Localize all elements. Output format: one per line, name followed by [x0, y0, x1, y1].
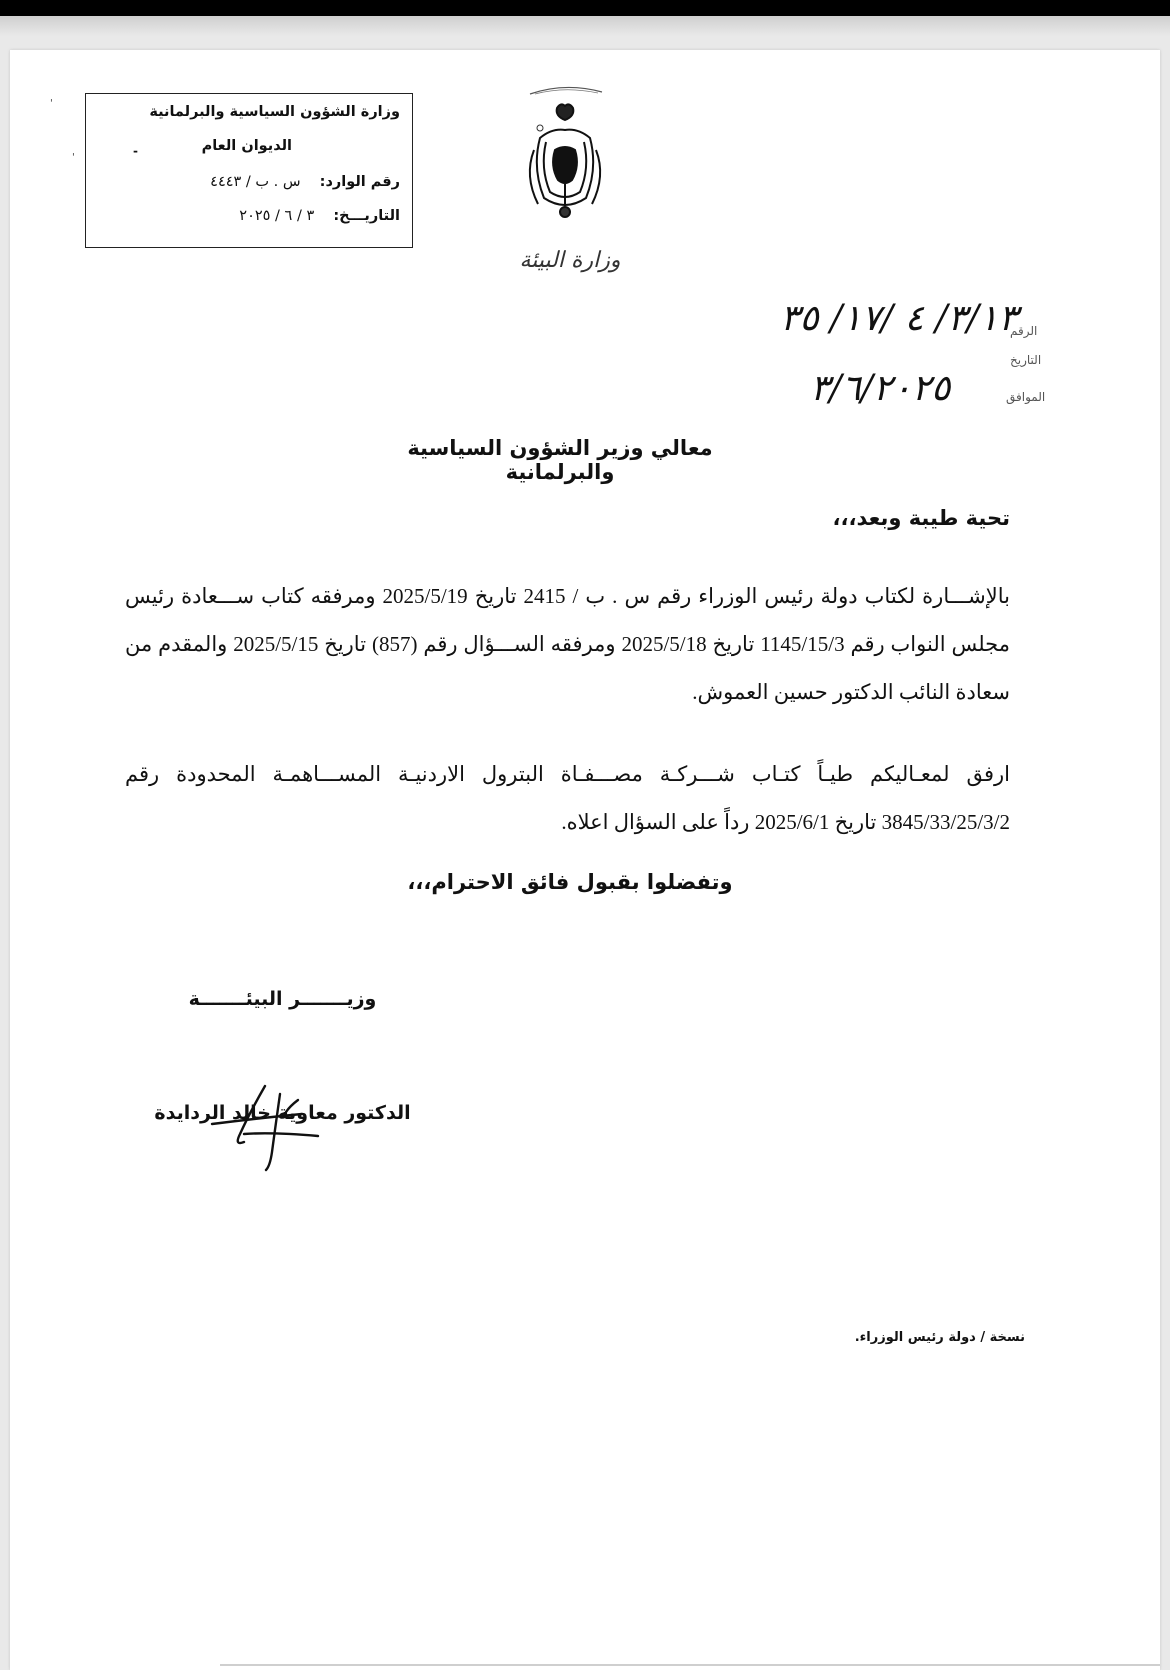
stamp-department: الديوان العام: [201, 138, 292, 154]
coat-of-arms-icon: [510, 80, 620, 230]
stamp-incoming-row: [210, 174, 400, 190]
paragraph-reference: بالإشـــارة لكتاب دولة رئيس الوزراء رقم س . ب / 2415 تاريخ 2025/5/19 ومرفقه كتاب ســـعادة رئيس مجلس النواب رقم 1145/15/3 تاريخ 2025/5/18 ومرفقه الســـؤال رقم (857) تاريخ 2025/5/15 والمقدم من سعادة النائب الدكتور حسين العموش.: [125, 584, 1010, 704]
addressee: معالي وزير الشؤون السياسية والبرلمانية: [407, 436, 713, 484]
handwritten-signature: [210, 1082, 340, 1172]
top-black-bar: [0, 0, 1170, 16]
ref-date-label: التاريخ: [1010, 353, 1042, 367]
ref-date-handwritten: ٣/٦/٢٠٢٥: [810, 368, 951, 409]
bottom-rule: [220, 1664, 1160, 1666]
signatory-name: الدكتور معاوية خالد الردايدة: [154, 1102, 411, 1124]
top-shade: [0, 16, 1170, 36]
ref-number-label: الرقم: [1010, 324, 1038, 338]
stamp-date-label: التاريـــخ:: [333, 208, 400, 224]
copy-to: نسخة / دولة رئيس الوزراء.: [854, 1330, 1025, 1345]
letter-page: [10, 50, 1160, 1670]
stamp-date-row: [239, 208, 400, 224]
stamp-ministry: وزارة الشؤون السياسية والبرلمانية: [149, 104, 400, 120]
greeting: تحية طيبة وبعد،،،: [832, 506, 1010, 530]
signature-title: وزيـــــــر البيئـــــــة: [188, 988, 377, 1010]
stamp-mark: -: [133, 144, 138, 158]
incoming-stamp: [85, 93, 413, 248]
margin-mark: ': [72, 152, 75, 163]
stamp-incoming-label: رقم الوارد:: [319, 174, 400, 190]
ref-corresponding-label: الموافق: [1006, 390, 1046, 404]
margin-mark: ': [50, 98, 53, 109]
paragraph-attachment: ارفق لمعـاليكم طيـاً كتـاب شـــركـة مصـــفـاة البترول الاردنيـة المســـاهمـة المحدودة رقم 3845/33/25/3/2 تاريخ 2025/6/1 رداً على السؤال اعلاه.: [125, 762, 1010, 834]
ref-number-handwritten: ٣/١٣/ ٤ /١٧/ ٣٥: [780, 298, 1018, 339]
ministry-script-logo: وزارة البيئة: [519, 248, 621, 273]
closing: وتفضلوا بقبول فائق الاحترام،،،: [407, 870, 733, 894]
stamp-incoming-value: س . ب / ٤٤٤٣: [210, 174, 301, 190]
stamp-date-value: ٣ / ٦ / ٢٠٢٥: [239, 208, 315, 224]
